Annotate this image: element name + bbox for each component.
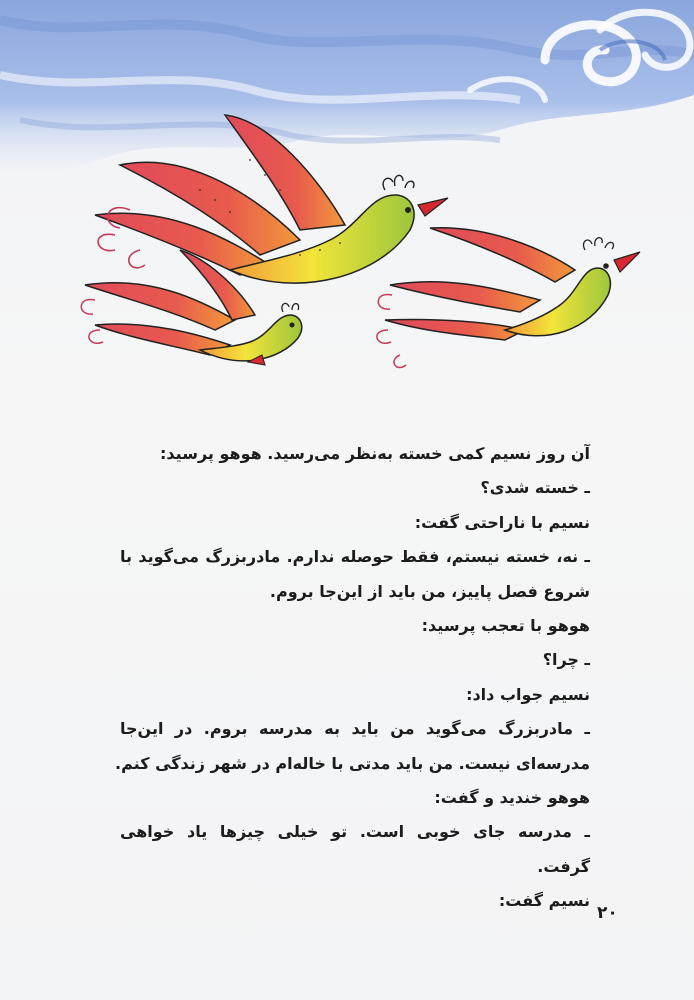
story-line: ـ خسته شدی؟: [480, 478, 590, 498]
story-line: ـ نه، خسته نیستم، فقط حوصله ندارم. مادربزرگ می‌گوید با: [120, 547, 590, 567]
story-line: شروع فصل پاییز، من باید از این‌جا بروم.: [269, 581, 590, 601]
story-line: نسیم جواب داد:: [466, 684, 590, 704]
page-number: ۲۰: [597, 903, 618, 923]
story-line: مدرسه‌ای نیست. من باید مدتی با خاله‌ام در شهر زندگی کنم.: [115, 753, 590, 773]
story-line: هوهو با تعجب پرسید:: [421, 616, 590, 636]
story-line: ـ چرا؟: [542, 650, 590, 670]
story-line: گرفت.: [537, 856, 590, 876]
flying-birds-illustration: [0, 100, 694, 390]
story-line: نسیم با ناراحتی گفت:: [414, 512, 590, 532]
right-bird-icon: [377, 228, 640, 368]
story-line: هوهو خندید و گفت:: [434, 788, 590, 808]
large-bird-icon: [95, 115, 448, 283]
story-text: [115, 437, 590, 919]
story-line: ـ مدرسه جای خوبی است. تو خیلی چیزها یاد خواهی: [120, 822, 590, 842]
story-line: ـ مادربزرگ می‌گوید من باید به مدرسه بروم. در این‌جا: [120, 719, 590, 739]
story-line: آن روز نسیم کمی خسته به‌نظر می‌رسید. هوهو پرسید:: [160, 444, 590, 463]
story-line: نسیم گفت:: [498, 891, 590, 911]
